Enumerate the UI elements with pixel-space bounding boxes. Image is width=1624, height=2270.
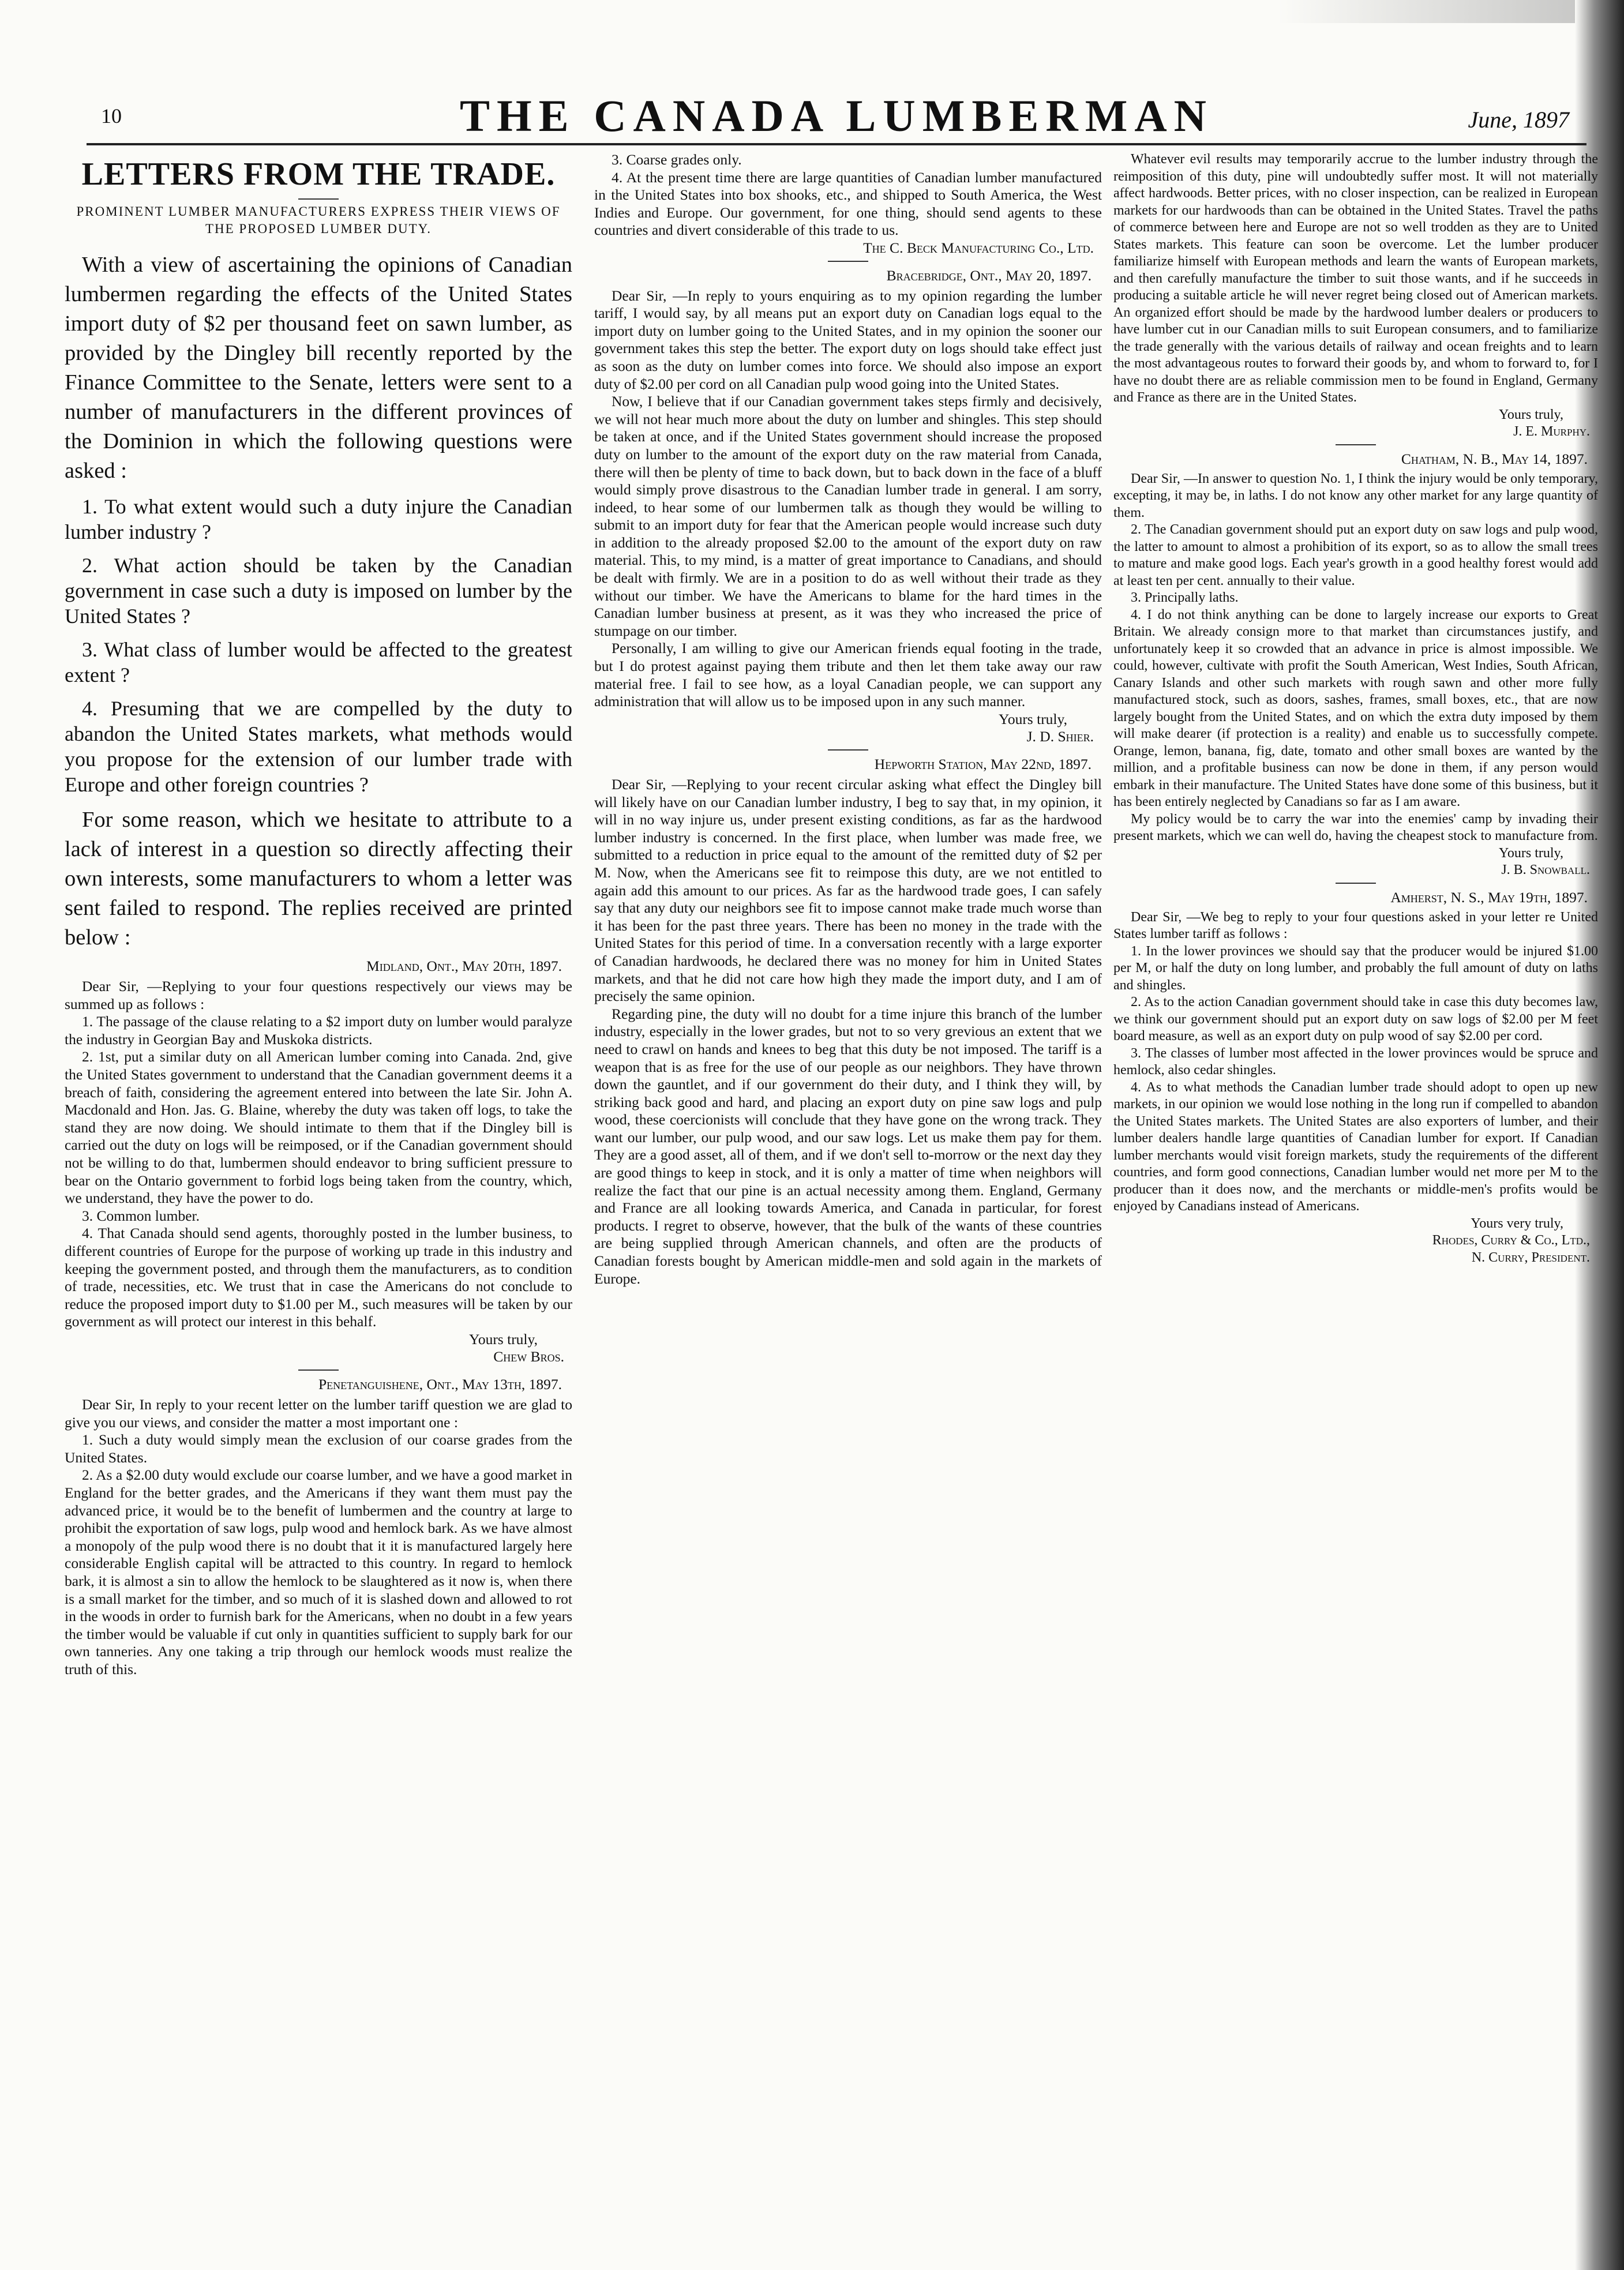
masthead: THE CANADA LUMBERMAN bbox=[459, 91, 1214, 141]
letter-signature: Chew Bros. bbox=[493, 1348, 564, 1365]
letter-paragraph: 3. The classes of lumber most affected in the lower provinces would be spruce and hemlock, also cedar shingles. bbox=[1113, 1045, 1598, 1078]
scan-noise bbox=[1278, 0, 1624, 23]
letter-paragraph: 3. Coarse grades only. bbox=[612, 151, 742, 168]
header-rule bbox=[87, 143, 1587, 145]
letter-greeting: Dear Sir, —Replying to your recent circular asking what effect the Dingley bill will likely have on our Canadian lumber industry, I beg to say that, in my opinion, it will in no way injure us, under present existing conditions, as far as the hardwood lumber industry is concerned. In the first place, when lumber was made free, we submitted to a reduction in price equal to the amount of the remitted duty of $2 per M. Now, when the Americans see fit to reimpose this duty, are we not entitled to again add this amount to our prices. As far as the hardwood trade goes, I can safely say that any duty our neighbors see fit to impose cannot make trade much worse than it has been for the past three years. There has been no money in the trade with the United States for this period of time. In a conversation recently with a large exporter of Canadian hardwoods, he declared there was no money for him in United States markets, and that he did not care how high they made the import duty, and I am of precisely the same opinion. bbox=[594, 776, 1102, 1005]
letter-closing: Yours truly, bbox=[998, 710, 1067, 727]
divider bbox=[298, 198, 339, 200]
page-number: 10 bbox=[101, 104, 122, 127]
letter-paragraph: 2. As a $2.00 duty would exclude our coarse lumber, and we have a good market in England for the better grades, and the Americans if they want them must pay the advanced price, it would be to the benefit of lumbermen and the country at large to prohibit the exportation of saw logs, pulp wood and hemlock bark. As we have almost a monopoly of the pulp wood there is no doubt that it it is manufactured largely here considerable English capital will be attracted to this country. In regard to hemlock bark, it is almost a sin to allow the hemlock to be slaughtered as it now is, when there is a small market for the timber, and so much of it is slashed down and allowed to rot in the woods in order to furnish bark for the Americans, when no doubt in a few years the timber would be valuable if cut only in quantities sufficient to supply bark for our own tanneries. Any one taking a trip through our hemlock woods must realize the truth of this. bbox=[65, 1466, 572, 1678]
letter-signature: The C. Beck Manufacturing Co., Ltd. bbox=[863, 239, 1094, 256]
letter-greeting: Dear Sir, —Replying to your four questions respectively our views may be summed up as follows : bbox=[65, 978, 572, 1012]
question-1: 1. To what extent would such a duty injure the Canadian lumber industry ? bbox=[65, 495, 572, 543]
letter-signature-2: N. Curry, President. bbox=[1471, 1250, 1590, 1265]
divider bbox=[1336, 444, 1376, 445]
letter-paragraph: My policy would be to carry the war into the enemies' camp by invading their present markets, which we can well do, having the cheapest stock to manufacture from. bbox=[1113, 811, 1598, 843]
letter-paragraph: 2. 1st, put a similar duty on all American lumber coming into Canada. 2nd, give the United States government to understand that the Canadian government deems it a breach of faith, considering the agreement entered into between the late Sir. John A. Macdonald and Hon. Jas. G. Blaine, whereby the duty was taken off logs, to take the stand they are now doing. We should intimate to them that if the Dingley bill is carried out the duty on logs will be reimposed, or if the Canadian government should not be willing to do that, lumbermen should endeavor to bring sufficient pressure to bear on the Ontario government to forbid logs being taken from the country, which, we understand, they have the power to do. bbox=[65, 1048, 572, 1207]
letter-greeting: Dear Sir, In reply to your recent letter on the lumber tariff question we are glad to give you our views, and consider the matter a most important one : bbox=[65, 1396, 572, 1431]
letter-paragraph: Whatever evil results may temporarily accrue to the lumber industry through the reimposition of this duty, pine will undoubtedly suffer most. It will not materially affect hardwoods. Better prices, with no closer inspection, can be realized in European markets for our hardwoods than can be obtained in the United States. Travel the paths of commerce between here and Europe are not so well trodden as they are to United States markets. This feature can soon be overcome. Let the lumber producer familiarize himself with European methods and learn the wants of European markets, and then carefully manufacture the timber to suit those wants, and if he succeeds in producing a suitable article he will never regret being closed out of American markets. An organized effort should be made by the hardwood lumber dealers or producers to have lumber cut in our Canadian mills to suit European consumers, and to familiarize the trade generally with the various details of railway and ocean freights and to learn the most advantageous routes to forward their goods by, and whom to forward to, for I have no doubt there are as reliable commission men to be found in England, Germany and France as there are in the United States. bbox=[1113, 152, 1598, 405]
question-4: 4. Presuming that we are compelled by the duty to abandon the United States markets, what methods would you propose for the extension of our lumber trade with Europe and other foreign countries ? bbox=[65, 697, 572, 796]
letter-paragraph: 4. That Canada should send agents, thoroughly posted in the lumber business, to different countries of Europe for the purpose of working up trade in this industry and keeping the government posted, and through them the manufacturers, as to condition of trade, necessities, etc. We trust that in case the Americans do not conclude to reduce the proposed import duty to $1.00 per M., such measures will be taken by our government as will protect our interest in this behalf. bbox=[65, 1225, 572, 1330]
letter-paragraph: Personally, I am willing to give our American friends equal footing in the trade, but I do protest against paying them tribute and then let them take away our raw material free. I fail to see how, as a loyal Canadian people, we can support any administration that will allow us to be imposed upon in any such manner. bbox=[594, 640, 1102, 710]
column-2 bbox=[594, 151, 1102, 2257]
letter-paragraph: 3. Principally laths. bbox=[1131, 590, 1239, 605]
letter-paragraph: 1. The passage of the clause relating to a $2 import duty on lumber would paralyze the industry in Georgian Bay and Muskoka districts. bbox=[65, 1013, 572, 1048]
letter-place-date: Penetanguishene, Ont., May 13th, 1897. bbox=[318, 1376, 562, 1393]
letter-closing: Yours very truly, bbox=[1471, 1215, 1563, 1231]
article-subhead: PROMINENT LUMBER MANUFACTURERS EXPRESS THEIR VIEWS OF THE PROPOSED LUMBER DUTY. bbox=[76, 204, 561, 236]
divider bbox=[828, 749, 868, 751]
article-title: LETTERS FROM THE TRADE. bbox=[81, 156, 556, 192]
letter-paragraph: 2. As to the action Canadian government should take in case this duty becomes law, we think our government should put an export duty on saw logs of $2.00 per M feet board measure, as well as an export duty on pulp wood of say $2.00 per cord. bbox=[1113, 995, 1598, 1044]
letter-paragraph: 4. As to what methods the Canadian lumber trade should adopt to open up new markets, in our opinion we would lose nothing in the long run if compelled to abandon the United States markets. The United States are also exporters of lumber, and their lumber dealers handle large quantities of Canadian lumber for export. If Canadian lumber merchants would visit foreign markets, study the requirements of the different countries, and form good connections, Canadian lumber would net more per M to the producer than it does now, and the merchants or middle-men's profits would be enjoyed by Canadians instead of Americans. bbox=[1113, 1079, 1598, 1214]
letter-place-date: Chatham, N. B., May 14, 1897. bbox=[1401, 450, 1588, 467]
letter-place-date: Midland, Ont., May 20th, 1897. bbox=[366, 958, 562, 974]
letter-paragraph: 1. In the lower provinces we should say that the producer would be injured $1.00 per M, or half the duty on long lumber, and probably the full amount of duty on laths and shingles. bbox=[1113, 943, 1598, 993]
intro-paragraph-2: For some reason, which we hesitate to attribute to a lack of interest in a question so directly affecting their own interests, some manufacturers to whom a letter was sent failed to respond. The replies received are printed below : bbox=[65, 808, 572, 950]
divider bbox=[298, 1369, 339, 1371]
divider bbox=[828, 261, 868, 262]
column-1 bbox=[65, 151, 572, 2257]
question-2: 2. What action should be taken by the Canadian government in case such a duty is imposed on lumber by the United States ? bbox=[65, 554, 572, 628]
letter-closing: Yours truly, bbox=[468, 1330, 538, 1348]
letter-paragraph: 4. At the present time there are large quantities of Canadian lumber manufactured in the United States into box shooks, etc., and shipped to South America, the West Indies and Europe. Our government, for one thing, should send agents to these countries and divert considerable of this trade to us. bbox=[594, 168, 1102, 239]
letter-signature: J. E. Murphy. bbox=[1513, 424, 1590, 439]
divider bbox=[1336, 883, 1376, 884]
letter-paragraph: Now, I believe that if our Canadian government takes steps firmly and decisively, we will not hear much more about the duty on lumber and shingles. This step should be taken at once, and if the United States government should increase the proposed duty on lumber to the amount of the export duty on the raw material from Canada, there will then be plenty of time to back down, but to back down in the face of a bluff would simply prove disastrous to the Canadian lumber trade in general. I am sorry, indeed, to hear some of our lumbermen talk as though they would be willing to submit to an import duty for fear that the American people would increase such duty in addition to the already proposed $2.00 to the amount of the export duty on raw material. This, to my mind, is a matter of great importance to Canadians, and should be dealt with firmly. We are in a position to do as well without their trade as they without our timber. We have the Americans to blame for the hard times in the Canadian lumber business at present, as it was they who increased the price of stumpage on our timber. bbox=[594, 393, 1102, 639]
intro-paragraph: With a view of ascertaining the opinions of Canadian lumbermen regarding the effects of the United States import duty of $2 per thousand feet on sawn lumber, as provided by the Dingley bill recently reported by the Finance Committee to the Senate, letters were sent to a number of manufacturers in the different provinces of the Dominion in which the following questions were asked : bbox=[65, 253, 572, 483]
letter-paragraph: Regarding pine, the duty will no doubt for a time injure this branch of the lumber industry, especially in the lower grades, but not to so very grevious an extent that we need to crawl on hands and knees to beg that this duty be not imposed. The tariff is a weapon that is as free for the use of our people as our neighbors. They have thrown down the gauntlet, and if our government do their duty, and I think they will, by striking back good and hard, and placing an export duty on pine saw logs and pulp wood, these coercionists will conclude that they have gone on the wrong track. They want our lumber, our pulp wood, and our saw logs. Let us make them pay for them. They are a good asset, all of them, and if we don't sell to-morrow or the next day they are good things to keep in stock, and it is only a matter of time when neighbors will realize the fact that our pine is an actual necessity among them. England, Germany and France are all looking towards America, and Canada in particular, for forest products. I regret to observe, however, that the bulk of the wants of these countries are being supplied through American channels, and often are the products of Canadian forests bought by American middle-men and sold again in the markets of Europe. bbox=[594, 1005, 1102, 1287]
letter-closing: Yours truly, bbox=[1498, 407, 1563, 422]
letter-paragraph: 3. Common lumber. bbox=[82, 1207, 200, 1224]
letter-paragraph: 2. The Canadian government should put an export duty on saw logs and pulp wood, the latter to amount to almost a prohibition of its export, so as to allow the small trees to mature and make good logs. Each year's growth in a good healthy forest would add at least ten per cent. annually to their value. bbox=[1113, 522, 1598, 588]
letter-place-date: Hepworth Station, May 22nd, 1897. bbox=[874, 756, 1092, 772]
letter-paragraph: 4. I do not think anything can be done to largely increase our exports to Great Britain. We already consign more to that market than circumstances justify, and unfortunately keep it so crowded that an advance in price is almost impossible. We could, however, cultivate with profit the South American, West Indies, South African, Canary Islands and other such markets with rough sawn and other more fully manufactured stock, such as doors, sashes, frames, small boxes, etc., that are now largely bought from the United States, and on which the extra duty imposed by them will make dearer (if protection is a reality) and enable us to successfully compete. Orange, lemon, banana, fig, date, tomato and other small boxes are wanted by the million, and a profitable business can now be done in them, if any person would embark in their manufacture. The United States have done some of this business, but it has been entirely neglected by Canadians so far as I am aware. bbox=[1113, 607, 1598, 809]
letter-greeting: Dear Sir, —We beg to reply to your four questions asked in your letter re United States lumber tariff as follows : bbox=[1113, 909, 1598, 941]
letter-signature: J. B. Snowball. bbox=[1501, 862, 1590, 877]
letter-place-date: Amherst, N. S., May 19th, 1897. bbox=[1390, 888, 1588, 906]
letter-paragraph: 1. Such a duty would simply mean the exclusion of our coarse grades from the United States. bbox=[65, 1431, 572, 1466]
page-header bbox=[87, 87, 1587, 141]
letter-closing: Yours truly, bbox=[1498, 845, 1563, 861]
letter-greeting: Dear Sir, —In reply to yours enquiring as to my opinion regarding the lumber tariff, I would say, by all means put an export duty on Canadian logs equal to the import duty on lumber going to the United States, and in my opinion the sooner our government takes this step the better. The export duty on logs should take effect just as soon as the duty on lumber comes into force. We should also impose an export duty of $2.00 per cord on all Canadian pulp wood going into the United States. bbox=[594, 287, 1102, 392]
issue-date: June, 1897 bbox=[1468, 107, 1569, 133]
letter-signature: J. D. Shier. bbox=[1026, 728, 1094, 745]
question-3: 3. What class of lumber would be affected to the greatest extent ? bbox=[65, 638, 572, 686]
letter-signature: Rhodes, Curry & Co., Ltd., bbox=[1432, 1233, 1590, 1248]
column-3 bbox=[1113, 151, 1598, 2257]
letter-greeting: Dear Sir, —In answer to question No. 1, I think the injury would be only temporary, excepting, it may be, in laths. I do not know any other market for any large quantity of them. bbox=[1113, 471, 1598, 520]
letter-place-date: Bracebridge, Ont., May 20, 1897. bbox=[886, 267, 1092, 284]
